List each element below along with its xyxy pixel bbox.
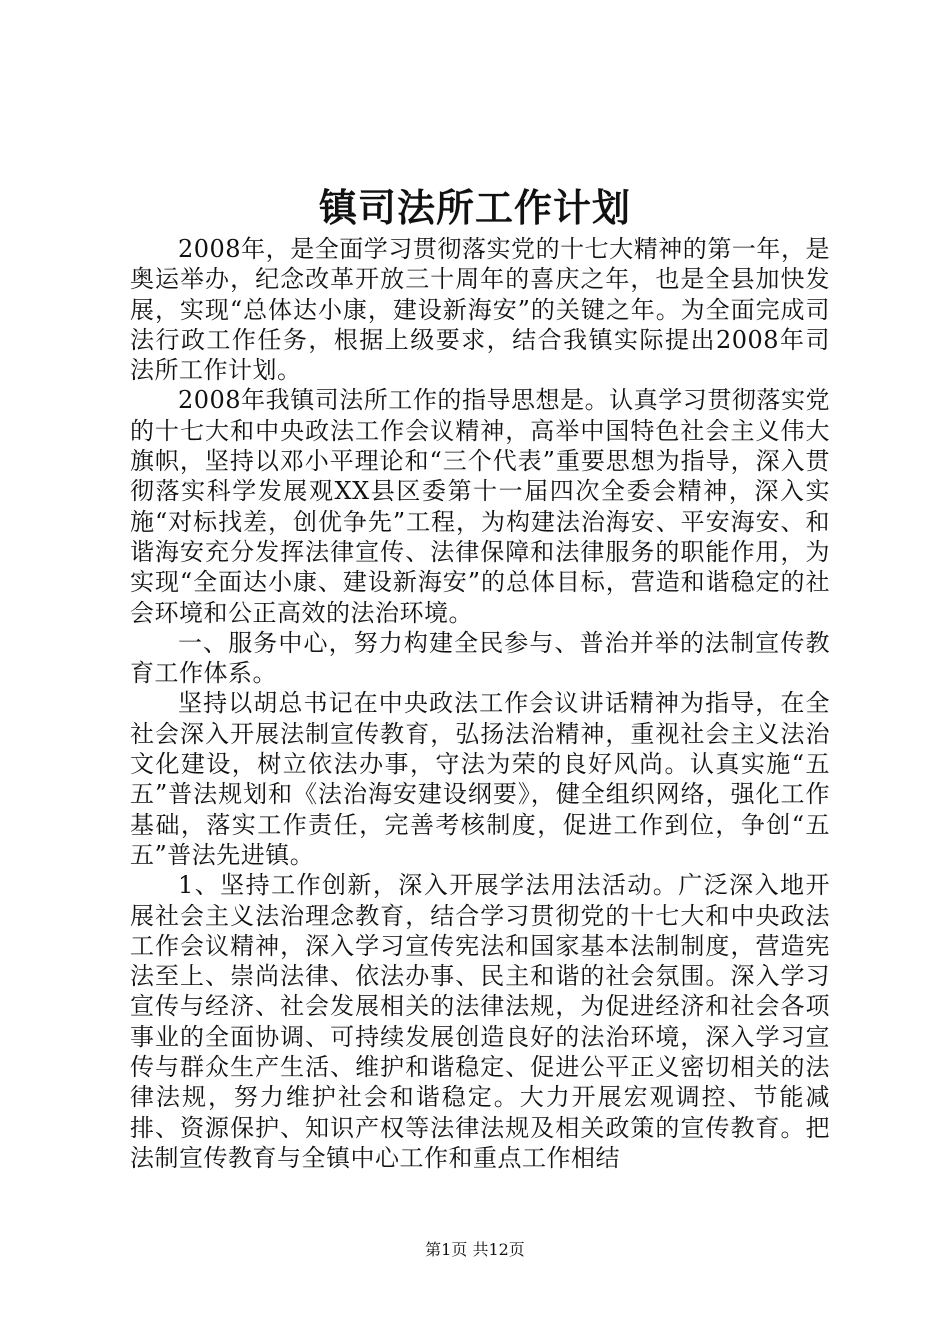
paragraph-guiding-ideology: 2008年我镇司法所工作的指导思想是。认真学习贯彻落实党的十七大和中央政法工作会议精神，高举中国特色社会主义伟大旗帜，坚持以邓小平理论和“三个代表”重要思想为指导，深入贯彻落实科学发展观XX县区委第十一届四次全委会精神，深入实施“对标找差，创优争先”工程，为构建法治海安、平安海安、和谐海安充分发挥法律宣传、法律保障和法律服务的职能作用，为实现“全面达小康、建设新海安”的总体目标，营造和谐稳定的社会环境和公正高效的法治环境。 [130, 386, 830, 627]
section-heading-1: 一、服务中心，努力构建全民参与、普治并举的法制宣传教育工作体系。 [130, 628, 830, 688]
document-body [130, 234, 830, 1173]
paragraph-intro: 2008年，是全面学习贯彻落实党的十七大精神的第一年，是奥运举办，纪念改革开放三十周年的喜庆之年，也是全县加快发展，实现“总体达小康，建设新海安”的关键之年。为全面完成司法行政工作任务，根据上级要求，结合我镇实际提出2008年司法所工作计划。 [130, 235, 830, 385]
document-title: 镇司法所工作计划 [318, 185, 631, 230]
paragraph-item-1: 1、坚持工作创新，深入开展学法用法活动。广泛深入地开展社会主义法治理念教育，结合学习贯彻党的十七大和中央政法工作会议精神，深入学习宣传宪法和国家基本法制制度，营造宪法至上、崇尚法律、依法办事、民主和谐的社会氛围。深入学习宣传与经济、社会发展相关的法律法规，为促进经济和社会各项事业的全面协调、可持续发展创造良好的法治环境，深入学习宣传与群众生产生活、维护和谐稳定、促进公平正义密切相关的法律法规，努力维护社会和谐稳定。大力开展宏观调控、节能减排、资源保护、知识产权等法律法规及相关政策的宣传教育。把法制宣传教育与全镇中心工作和重点工作相结 [130, 871, 830, 1172]
page-number-footer: 第1页 共12页 [425, 1240, 525, 1259]
paragraph-section-1: 坚持以胡总书记在中央政法工作会议讲话精神为指导，在全社会深入开展法制宣传教育，弘扬法治精神，重视社会主义法治文化建设，树立依法办事，守法为荣的良好风尚。认真实施“五五”普法规划和《法治海安建设纲要》，健全组织网络，强化工作基础，落实工作责任，完善考核制度，促进工作到位，争创“五五”普法先进镇。 [130, 689, 830, 869]
